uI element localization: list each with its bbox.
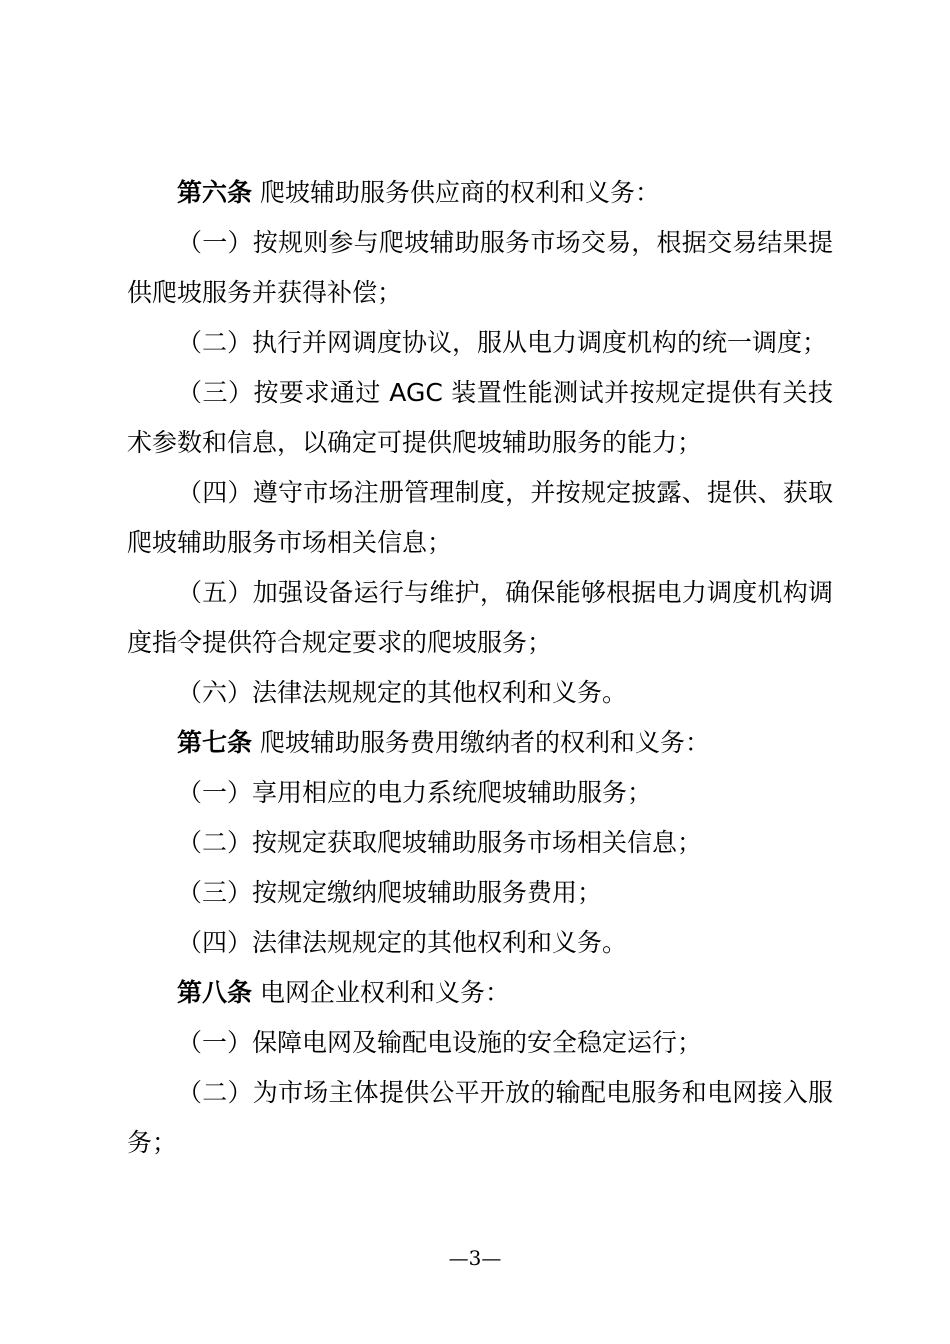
paragraph-text: （二）为市场主体提供公平开放的输配电服务和电网接入服务； [127, 1078, 833, 1157]
paragraph-item [127, 918, 833, 968]
paragraph-item [127, 368, 833, 468]
paragraph-text: 爬坡辅助服务供应商的权利和义务： [252, 178, 660, 207]
paragraph-item [127, 768, 833, 818]
paragraph-item [127, 1018, 833, 1068]
paragraph-article-7 [127, 718, 833, 768]
paragraph-item [127, 218, 833, 318]
paragraph-item [127, 318, 833, 368]
paragraph-item [127, 668, 833, 718]
paragraph-text: 爬坡辅助服务费用缴纳者的权利和义务： [252, 728, 710, 757]
article-number: 第七条 [177, 728, 253, 757]
paragraph-text: 电网企业权利和义务： [252, 978, 510, 1007]
paragraph-text: （六）法律法规规定的其他权利和义务。 [177, 678, 628, 707]
paragraph-text: （二）按规定获取爬坡辅助服务市场相关信息； [177, 828, 703, 857]
paragraph-text: （二）执行并网调度协议，服从电力调度机构的统一调度； [177, 328, 828, 357]
paragraph-item [127, 818, 833, 868]
paragraph-text: （四）法律法规规定的其他权利和义务。 [177, 928, 628, 957]
paragraph-text: （四）遵守市场注册管理制度，并按规定披露、提供、获取爬坡辅助服务市场相关信息； [127, 478, 833, 557]
paragraph-article-8 [127, 968, 833, 1018]
document-body [127, 168, 833, 1168]
paragraph-item [127, 868, 833, 918]
paragraph-text: （一）享用相应的电力系统爬坡辅助服务； [177, 778, 653, 807]
paragraph-text: （一）按规则参与爬坡辅助服务市场交易，根据交易结果提供爬坡服务并获得补偿； [127, 228, 833, 307]
article-number: 第六条 [177, 178, 253, 207]
paragraph-text: （一）保障电网及输配电设施的安全稳定运行； [177, 1028, 703, 1057]
article-number: 第八条 [177, 978, 253, 1007]
paragraph-article-6 [127, 168, 833, 218]
page-number: —3— [448, 1246, 502, 1270]
paragraph-item [127, 468, 833, 568]
paragraph-text: （三）按要求通过 AGC 装置性能测试并按规定提供有关技术参数和信息，以确定可提供爬坡辅助服务的能力； [127, 378, 833, 457]
paragraph-item [127, 568, 833, 668]
paragraph-text: （三）按规定缴纳爬坡辅助服务费用； [177, 878, 603, 907]
paragraph-text: （五）加强设备运行与维护，确保能够根据电力调度机构调度指令提供符合规定要求的爬坡服务； [127, 578, 833, 657]
paragraph-item [127, 1068, 833, 1168]
